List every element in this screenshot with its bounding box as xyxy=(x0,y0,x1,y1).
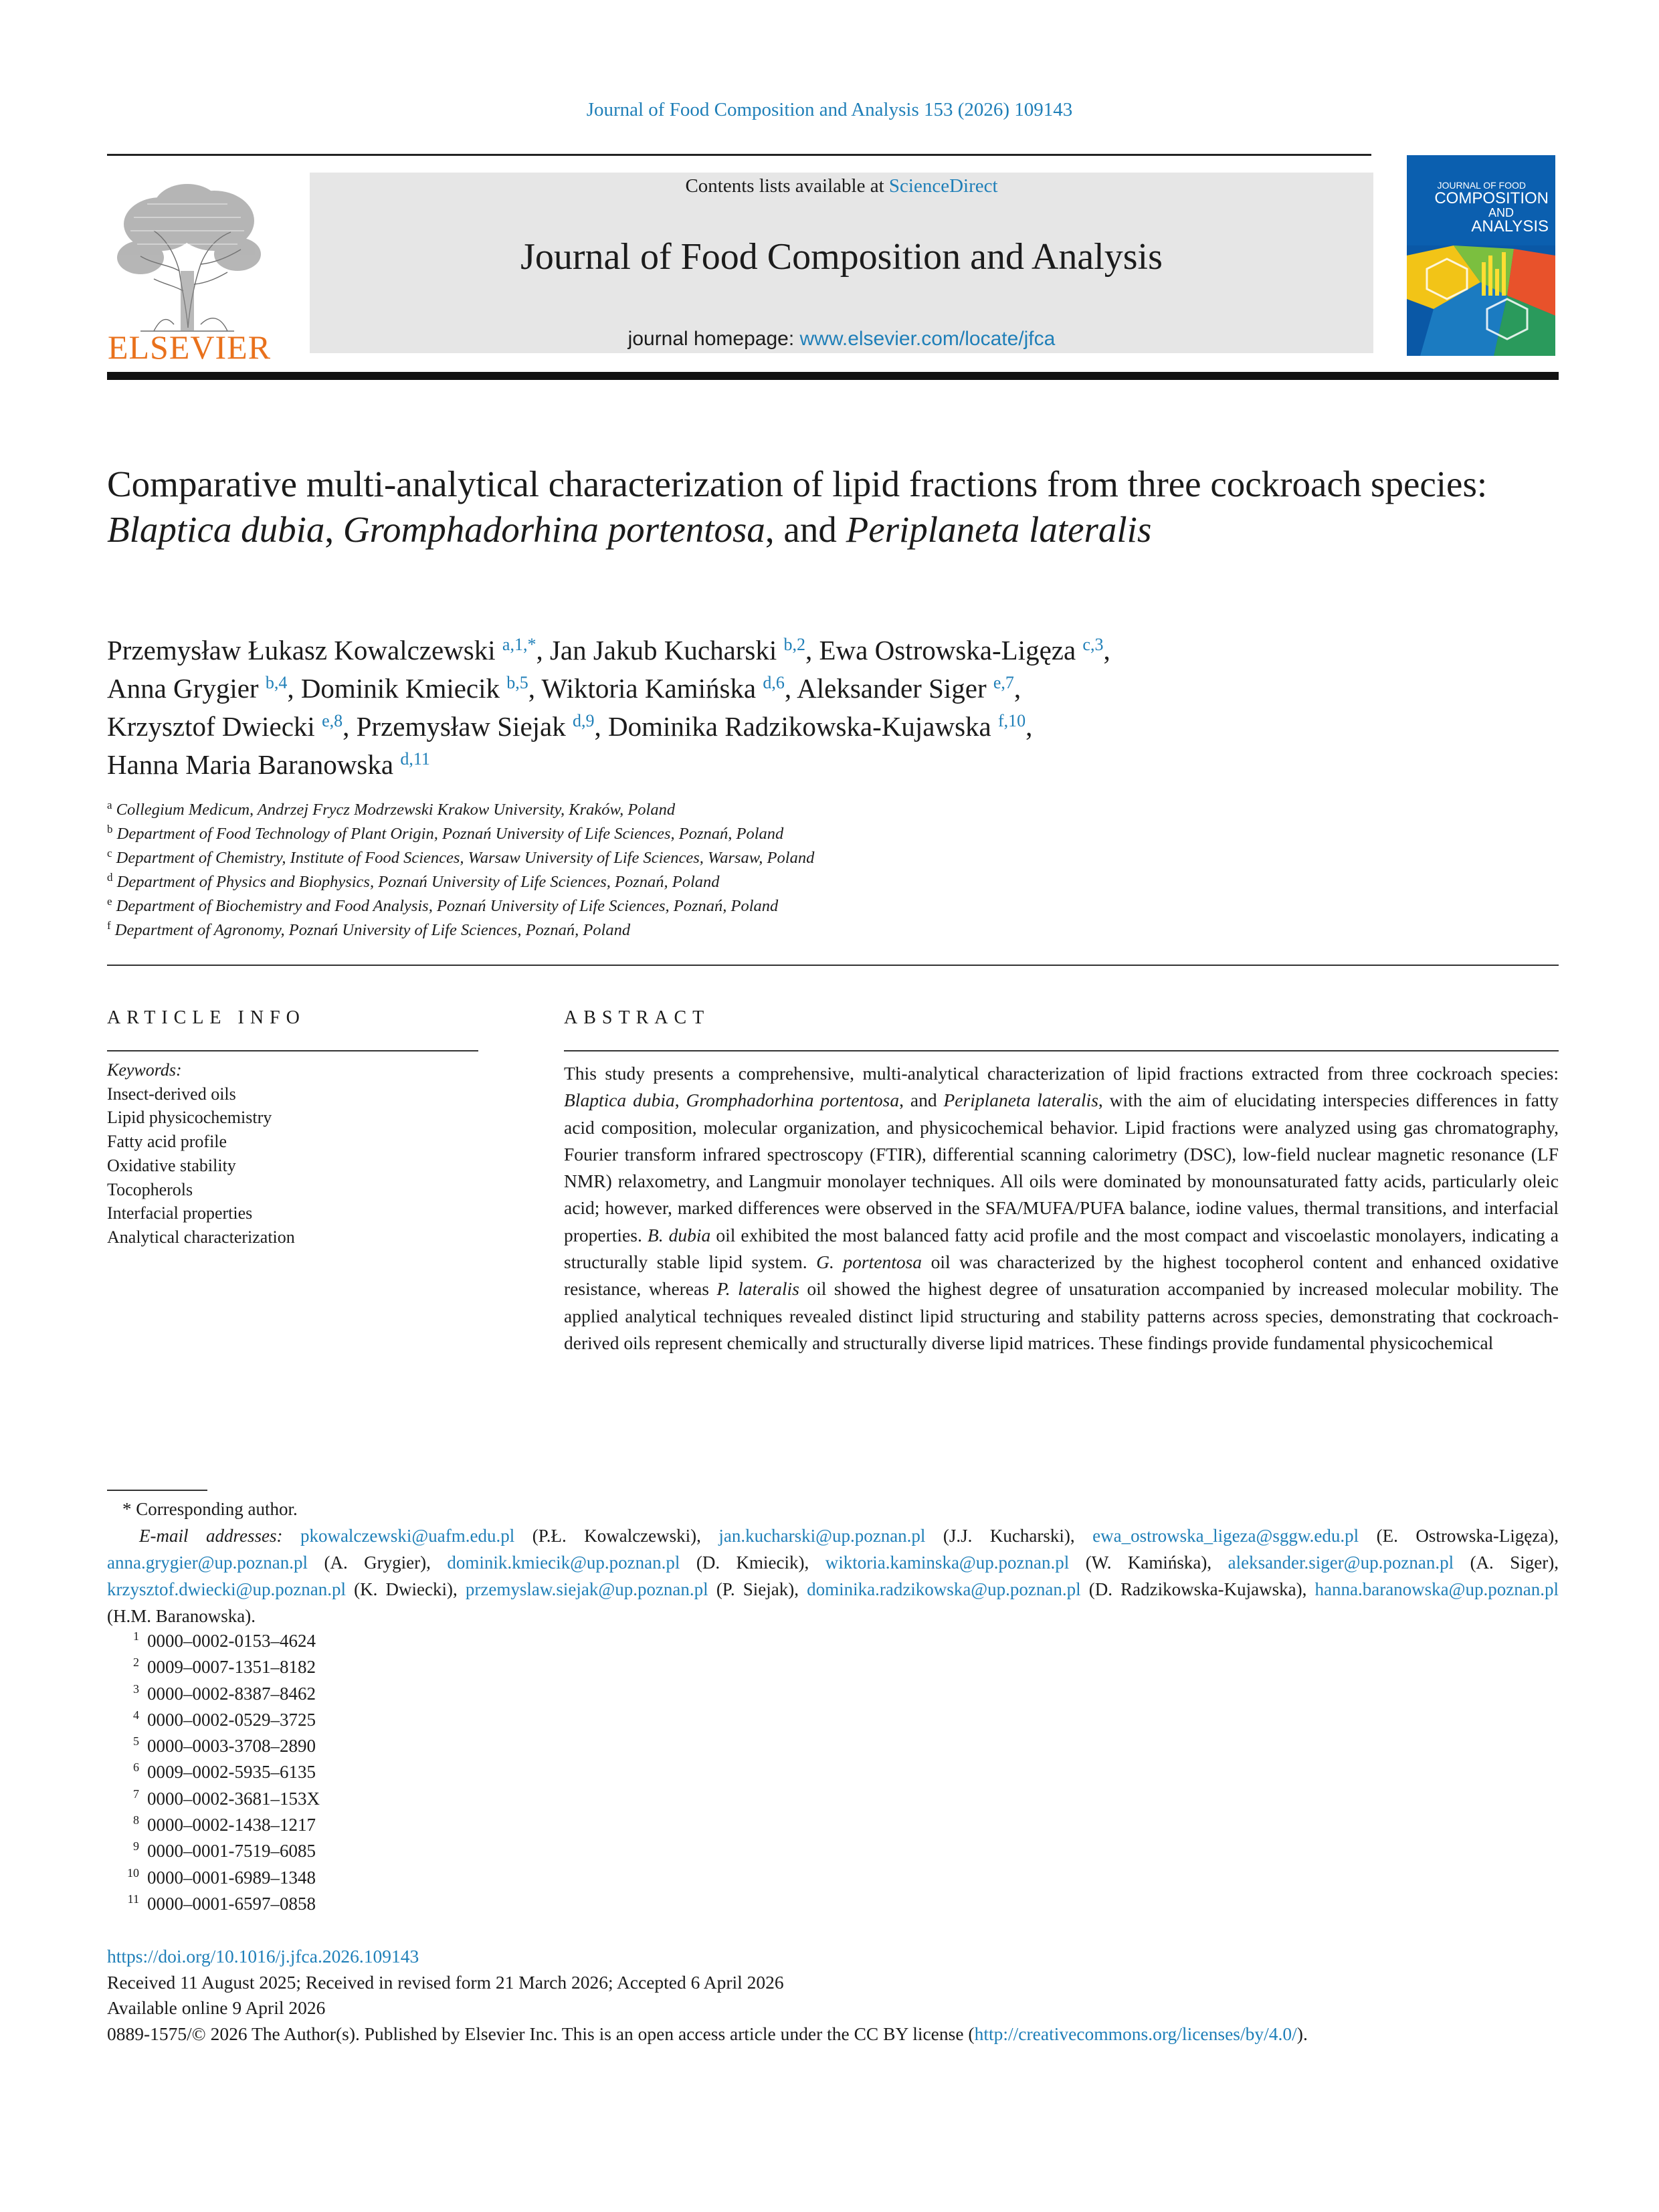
email-addresses: E-mail addresses: pkowalczewski@uafm.edu.pl (P.Ł. Kowalczewski), jan.kucharski@up.poznan.pl (J.J. Kucharski), ewa_ostrowska_ligeza@sggw.edu.pl (E. Ostrowska-Ligęza), anna.grygier@up.poznan.pl (A. Grygier), dominik.kmiecik@up.poznan.pl (D. Kmiecik), wiktoria.kaminska@up.poznan.pl (W. Kamińska), aleksander.siger@up.poznan.pl (A. Siger), krzysztof.dwiecki@up.poznan.pl (K. Dwiecki), przemyslaw.siejak@up.poznan.pl (P. Siejak), dominika.radzikowska@up.poznan.pl (D. Radzikowska-Kujawska), hanna.baranowska@up.poznan.pl (H.M. Baranowska). xyxy=(107,1526,1559,1626)
article-info-heading: ARTICLE INFO xyxy=(107,1007,306,1028)
orcid-item: 11 0000–0001-6597–0858 xyxy=(127,1892,316,1914)
title-species-1: Blaptica dubia xyxy=(107,509,325,550)
author-affiliation-link[interactable]: b,5 xyxy=(506,673,528,692)
email-link[interactable]: dominika.radzikowska@up.poznan.pl xyxy=(807,1579,1081,1599)
license-line: 0889-1575/© 2026 The Author(s). Published by Elsevier Inc. This is an open access article under the CC BY license (http://creativecommons.org/licenses/by/4.0/). xyxy=(107,2023,1308,2044)
license-link[interactable]: http://creativecommons.org/licenses/by/4.0/ xyxy=(974,2023,1297,2044)
email-label: E-mail addresses: xyxy=(139,1526,283,1546)
title-species-3: Periplaneta lateralis xyxy=(846,509,1152,550)
orcid-list xyxy=(107,1628,320,1917)
title-text: Comparative multi-analytical characterization of lipid fractions from three cockroach species: xyxy=(107,464,1488,504)
article-title xyxy=(107,462,1545,552)
cover-title-4: ANALYSIS xyxy=(1471,217,1549,235)
contents-prefix: Contents lists available at xyxy=(685,175,889,197)
author: Aleksander Siger $^{e,7}$, xyxy=(797,673,1021,704)
abstract-rule xyxy=(564,1050,1559,1051)
orcid-item: 10 0000–0001-6989–1348 xyxy=(127,1866,316,1888)
orcid-item: 3 0000–0002-8387–8462 xyxy=(133,1682,316,1704)
keyword-item: Insect-derived oils xyxy=(107,1084,236,1104)
article-info-rule xyxy=(107,1050,478,1051)
email-link[interactable]: krzysztof.dwiecki@up.poznan.pl xyxy=(107,1579,347,1599)
author-affiliation-link[interactable]: b,4 xyxy=(265,673,288,692)
affiliation-item: $^b$ Department of Food Technology of Plant Origin, Poznań University of Life Sciences, Poznań, Poland xyxy=(107,823,784,843)
email-link[interactable]: przemyslaw.siejak@up.poznan.pl xyxy=(465,1579,708,1599)
elsevier-wordmark: ELSEVIER xyxy=(107,328,272,366)
publication-info xyxy=(107,1944,1579,2047)
doi-link[interactable]: https://doi.org/10.1016/j.jfca.2026.109143 xyxy=(107,1946,419,1967)
affiliation-item: $^e$ Department of Biochemistry and Food Analysis, Poznań University of Life Sciences, Poznań, Poland xyxy=(107,895,779,915)
header-thick-rule xyxy=(107,372,1559,380)
title-species-2: Gromphadorhina portentosa xyxy=(343,509,765,550)
contents-available-line xyxy=(310,175,1373,197)
header-rule xyxy=(107,154,1371,156)
footnote-rule xyxy=(107,1490,207,1491)
author-affiliation-link[interactable]: f,10 xyxy=(998,711,1026,730)
author-affiliation-link[interactable]: a,1,* xyxy=(502,635,536,654)
affiliation-item: $^f$ Department of Agronomy, Poznań University of Life Sciences, Poznań, Poland xyxy=(107,919,631,939)
author: Hanna Maria Baranowska $^{d,11}$ xyxy=(107,749,430,780)
author: Wiktoria Kamińska $^{d,6}$, xyxy=(541,673,797,704)
journal-homepage-line xyxy=(310,328,1373,350)
keyword-list xyxy=(107,1058,482,1249)
author: Przemysław Łukasz Kowalczewski $^{a,1,*}$, xyxy=(107,635,550,666)
keyword-item: Interfacial properties xyxy=(107,1203,253,1223)
journal-homepage-link[interactable]: www.elsevier.com/locate/jfca xyxy=(799,328,1056,350)
keyword-item: Analytical characterization xyxy=(107,1227,295,1247)
author: Krzysztof Dwiecki $^{e,8}$, xyxy=(107,711,357,742)
author: Jan Jakub Kucharski $^{b,2}$, xyxy=(549,635,819,666)
orcid-item: 2 0009–0007-1351–8182 xyxy=(133,1655,316,1678)
affiliation-item: $^c$ Department of Chemistry, Institute of Food Sciences, Warsaw University of Life Sciences, Warsaw, Poland xyxy=(107,847,815,867)
journal-title: Journal of Food Composition and Analysis xyxy=(520,236,1163,278)
email-link[interactable]: pkowalczewski@uafm.edu.pl xyxy=(300,1526,515,1546)
author-list xyxy=(107,631,1559,784)
keyword-item: Oxidative stability xyxy=(107,1155,236,1175)
affiliation-item: $^d$ Department of Physics and Biophysics, Poznań University of Life Sciences, Poznań, Poland xyxy=(107,871,720,891)
journal-cover-thumbnail[interactable] xyxy=(1407,155,1555,356)
author-affiliation-link[interactable]: b,2 xyxy=(783,635,806,654)
sciencedirect-link[interactable]: ScienceDirect xyxy=(888,175,998,197)
author: Przemysław Siejak $^{d,9}$, xyxy=(356,711,608,742)
abstract-heading: ABSTRACT xyxy=(564,1007,710,1028)
affiliation-item: $^a$ Collegium Medicum, Andrzej Frycz Modrzewski Krakow University, Kraków, Poland xyxy=(107,799,676,819)
email-link[interactable]: wiktoria.kaminska@up.poznan.pl xyxy=(825,1552,1070,1573)
keyword-item: Tocopherols xyxy=(107,1179,193,1199)
orcid-item: 8 0000–0002-1438–1217 xyxy=(133,1813,316,1835)
email-link[interactable]: dominik.kmiecik@up.poznan.pl xyxy=(447,1552,680,1573)
title-separator: , xyxy=(324,509,343,550)
homepage-prefix: journal homepage: xyxy=(627,328,800,350)
abstract-body: This study presents a comprehensive, multi-analytical characterization of lipid fractions extracted from three cockroach species: Blaptica dubia, Gromphadorhina portentosa, and Periplaneta lateralis, with the aim of elucidating interspecies differences in fatty acid composition, molecular organization, and physicochemical behavior. Lipid fractions were analyzed using gas chromatography, Fourier transform infrared spectroscopy (FTIR), differential scanning calorimetry (DSC), low-field nuclear magnetic resonance (LF NMR) relaxometry, and Langmuir monolayer techniques. All oils were dominated by monounsaturated fatty acids, particularly oleic acid; however, marked differences were observed in the SFA/MUFA/PUFA balance, iodine values, thermal transitions, and interfacial properties. B. dubia oil exhibited the most balanced fatty acid profile and the most compact and viscoelastic monolayers, indicating a structurally stable lipid system. G. portentosa oil was characterized by the highest tocopherol content and enhanced oxidative resistance, whereas P. lateralis oil showed the highest degree of unsaturation accompanied by increased molecular mobility. The applied analytical techniques revealed distinct lipid structuring and stability patterns across species, demonstrating that cockroach-derived oils represent chemically and structurally diverse lipid matrices. These findings provide fundamental physicochemical xyxy=(564,1063,1559,1353)
affiliation-list xyxy=(107,798,1559,942)
email-link[interactable]: aleksander.siger@up.poznan.pl xyxy=(1228,1552,1454,1573)
orcid-item: 5 0000–0003-3708–2890 xyxy=(133,1734,316,1756)
section-divider xyxy=(107,965,1559,966)
email-link[interactable]: anna.grygier@up.poznan.pl xyxy=(107,1552,308,1573)
email-link[interactable]: ewa_ostrowska_ligeza@sggw.edu.pl xyxy=(1092,1526,1359,1546)
author-affiliation-link[interactable]: e,7 xyxy=(993,673,1014,692)
author: Anna Grygier $^{b,4}$, xyxy=(107,673,301,704)
keywords-label: Keywords: xyxy=(107,1060,182,1080)
author-affiliation-link[interactable]: d,9 xyxy=(573,711,595,730)
cover-title-1: JOURNAL OF FOOD xyxy=(1437,180,1526,191)
corresponding-author-note: * Corresponding author. xyxy=(122,1499,298,1519)
keyword-item: Lipid physicochemistry xyxy=(107,1108,272,1128)
author: Dominika Radzikowska-Kujawska $^{f,10}$, xyxy=(608,711,1033,742)
title-separator: , and xyxy=(765,509,846,550)
author: Dominik Kmiecik $^{b,5}$, xyxy=(300,673,542,704)
available-online-date: Available online 9 April 2026 xyxy=(107,1997,326,2018)
author-affiliation-link[interactable]: d,11 xyxy=(400,749,430,769)
keyword-item: Fatty acid profile xyxy=(107,1132,227,1152)
orcid-item: 6 0009–0002-5935–6135 xyxy=(133,1761,316,1783)
author: Ewa Ostrowska-Ligęza $^{c,3}$, xyxy=(819,635,1110,666)
author-affiliation-link[interactable]: d,6 xyxy=(763,673,785,692)
orcid-item: 9 0000–0001-7519–6085 xyxy=(133,1839,316,1862)
orcid-item: 1 0000–0002-0153–4624 xyxy=(133,1629,316,1651)
email-link[interactable]: hanna.baranowska@up.poznan.pl xyxy=(1314,1579,1559,1599)
received-dates: Received 11 August 2025; Received in revised form 21 March 2026; Accepted 6 April 2026 xyxy=(107,1971,784,1993)
email-link[interactable]: jan.kucharski@up.poznan.pl xyxy=(718,1526,926,1546)
orcid-item: 7 0000–0002-3681–153X xyxy=(133,1787,320,1809)
author-affiliation-link[interactable]: c,3 xyxy=(1082,635,1104,654)
journal-reference-link[interactable]: Journal of Food Composition and Analysis 153 (2026) 109143 xyxy=(586,99,1073,120)
orcid-item: 4 0000–0002-0529–3725 xyxy=(133,1708,316,1730)
cover-title-3: AND xyxy=(1488,206,1514,219)
cover-title-2: COMPOSITION xyxy=(1434,189,1549,207)
author-affiliation-link[interactable]: e,8 xyxy=(322,711,343,730)
